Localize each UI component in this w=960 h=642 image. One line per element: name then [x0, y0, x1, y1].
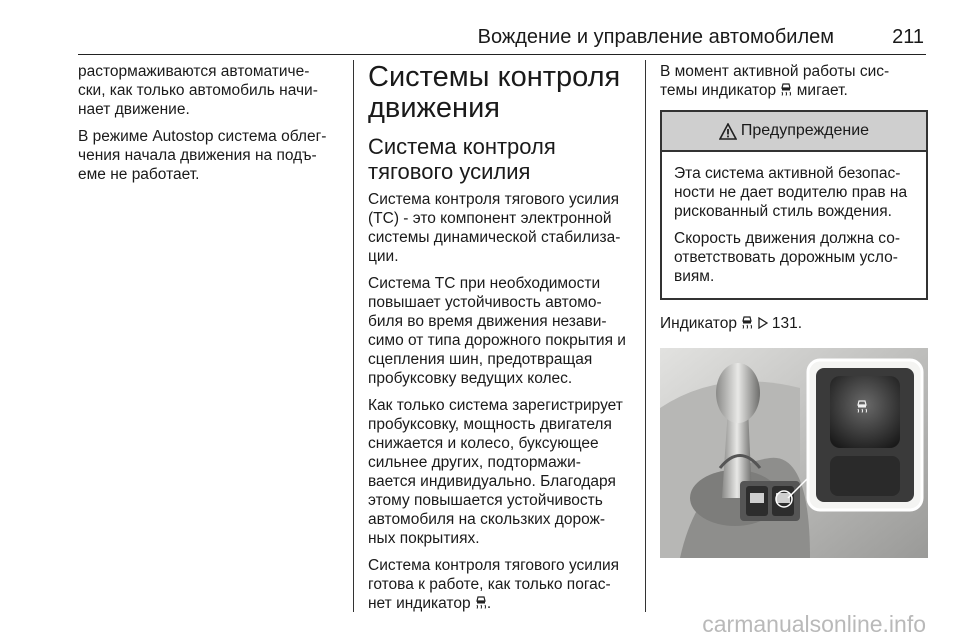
warning-title: Предупреждение — [740, 122, 870, 139]
page-number: 211 — [892, 26, 924, 48]
subsection-heading: Система контроля тягового усилия — [368, 134, 556, 184]
paragraph: В момент активной работы сис- темы индикатор мигает. — [660, 63, 890, 99]
warning-text: Эта система активной безопас- ности не дает водителю прав на рискованный стиль вождения. — [674, 165, 908, 220]
warning-box — [660, 110, 928, 300]
console-photo — [660, 348, 928, 558]
watermark: carmanualsonline.info — [702, 611, 926, 637]
section-heading: Системы контроля движения — [368, 61, 621, 124]
page-header — [78, 24, 926, 55]
cross-reference: Индикатор 131. — [660, 315, 803, 332]
page-reference-icon[interactable] — [758, 314, 768, 333]
page-reference-link[interactable]: 131. — [771, 315, 803, 332]
traction-control-indicator-icon — [741, 314, 753, 333]
paragraph: Система TC при необходимости повышает устойчивость автомо- биля во время движения незави- симо от типа дорожного покрытия и сцепления шин, предотвращая пробуксовку ведущих колес. — [368, 275, 626, 387]
column-divider — [645, 60, 646, 612]
column-left — [78, 62, 340, 192]
paragraph: Как только система зарегистрирует пробуксовку, мощность двигателя снижается и колесо, буксующее сильнее других, подтормажи- вается индивидуально. Благодаря этому повышается устойчивость автомобиля на скользких дорож- ных покрытиях. — [368, 397, 623, 547]
paragraph: В режиме Autostop система облег- чения начала движения на подъ- еме не работает. — [78, 128, 327, 183]
warning-icon — [719, 123, 737, 140]
warning-header — [662, 112, 926, 152]
traction-control-indicator-icon — [780, 81, 792, 100]
column-middle — [368, 62, 632, 621]
paragraph: Система контроля тягового усилия готова к работе, как только погас- нет индикатор . — [368, 557, 620, 612]
page-title: Вождение и управление автомобилем — [477, 26, 834, 48]
warning-text: Скорость движения должна со- ответствовать дорожным усло- виям. — [674, 230, 901, 285]
paragraph: растормаживаются автоматиче- ски, как только автомобиль начи- нает движение. — [78, 63, 318, 118]
traction-control-indicator-icon — [475, 594, 487, 613]
column-right — [660, 62, 928, 377]
paragraph: Система контроля тягового усилия (TC) - это компонент электронной системы динамической стабилиза- ции. — [368, 191, 621, 265]
column-divider — [353, 60, 354, 612]
